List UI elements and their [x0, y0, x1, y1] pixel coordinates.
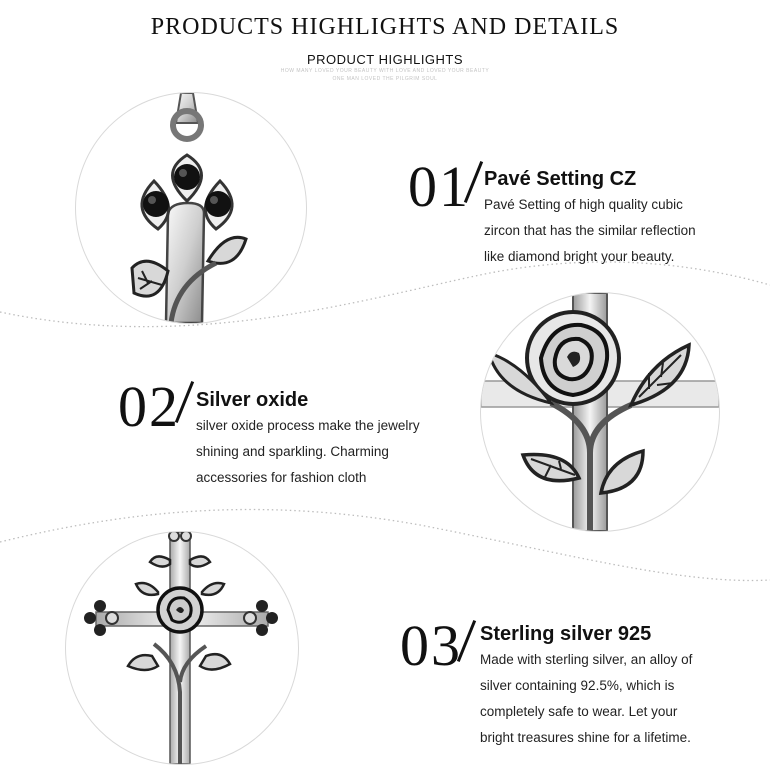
feature-number-1: 01: [408, 154, 470, 219]
tagline-line-2: ONE MAN LOVED THE PILGRIM SOUL: [332, 76, 438, 82]
feature-number-2: 02: [118, 374, 180, 439]
section-subtitle: PRODUCT HIGHLIGHTS: [306, 52, 464, 67]
product-image-rose-cross: [65, 531, 299, 765]
oxidized-rose-illustration: [481, 293, 719, 531]
feature-description-2: silver oxide process make the jewelry shining and sparkling. Charming accessories for fashion cloth: [196, 418, 420, 485]
tagline-line-1: HOW MANY LOVED YOUR BEAUTY WITH LOVE AND LOVED YOUR BEAUTY: [280, 68, 490, 74]
feature-description-3: Made with sterling silver, an alloy of silver containing 92.5%, which is completely safe to wear. Let your bright treasures shine for a lifetime.: [480, 652, 693, 745]
feature-heading-2: Silver oxide: [196, 389, 309, 411]
feature-description-1: Pavé Setting of high quality cubic zircon that has the similar reflection like diamond bright your beauty.: [484, 197, 696, 264]
feature-heading-3: Sterling silver 925: [480, 623, 652, 645]
feature-heading-1: Pavé Setting CZ: [484, 168, 637, 190]
product-image-cz-stones: [75, 92, 307, 324]
feature-number-3: 03: [400, 613, 462, 678]
rose-cross-illustration: [66, 532, 298, 764]
page-title: PRODUCTS HIGHLIGHTS AND DETAILS: [150, 14, 620, 40]
cz-stones-illustration: [76, 93, 306, 323]
product-image-oxidized-rose: [480, 292, 720, 532]
